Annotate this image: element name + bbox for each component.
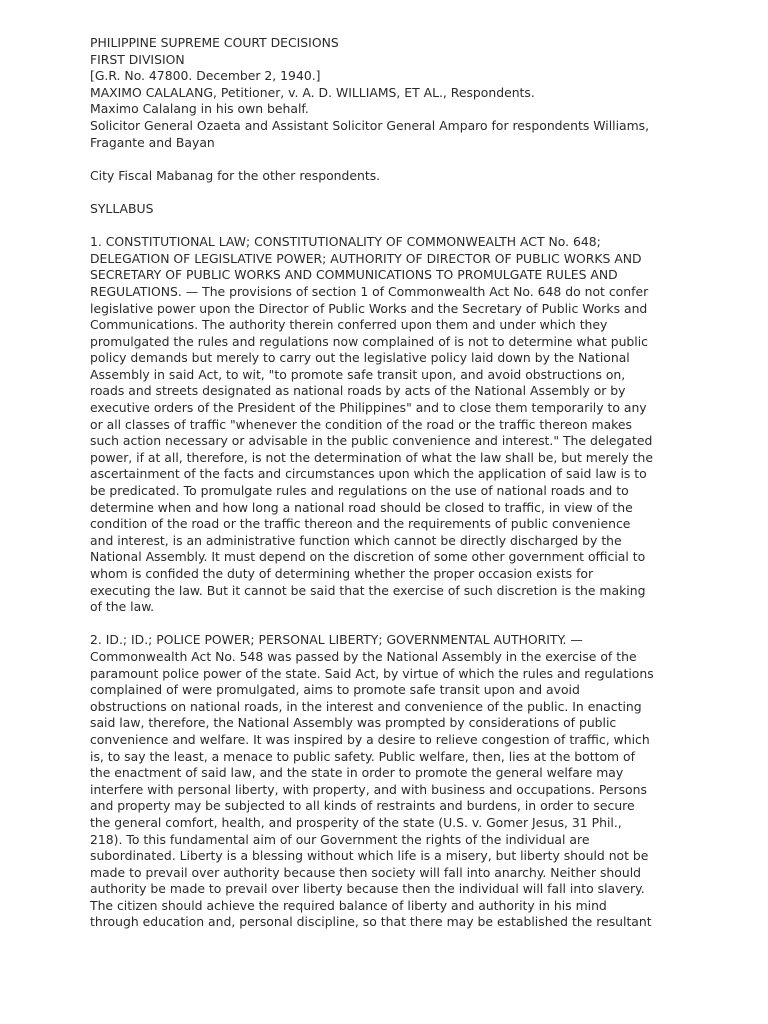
paragraph-line: roads and streets designated as national roads by acts of the National Assembly or by bbox=[90, 383, 626, 399]
case-header bbox=[90, 35, 722, 151]
paragraph-line: 1. CONSTITUTIONAL LAW; CONSTITUTIONALITY OF COMMONWEALTH ACT No. 648; bbox=[90, 234, 601, 250]
paragraph-line: National Assembly. It must depend on the discretion of some other government official to bbox=[90, 549, 646, 565]
paragraph-line: power, if at all, therefore, is not the determination of what the law shall be, but merely the bbox=[90, 449, 653, 465]
syllabus-paragraph-2 bbox=[90, 632, 722, 931]
paragraph-line: such action necessary or advisable in the public convenience and interest." The delegated bbox=[90, 433, 653, 449]
paragraph-line: through education and, personal discipline, so that there may be established the resultant bbox=[90, 914, 652, 930]
paragraph-line: 2. ID.; ID.; POLICE POWER; PERSONAL LIBERTY; GOVERNMENTAL AUTHORITY. — bbox=[90, 632, 583, 648]
case-parties: MAXIMO CALALANG, Petitioner, v. A. D. WILLIAMS, ET AL., Respondents. bbox=[90, 84, 535, 100]
syllabus-heading: SYLLABUS bbox=[90, 200, 154, 216]
syllabus-paragraph-1 bbox=[90, 234, 722, 616]
counsel-other-respondents: City Fiscal Mabanag for the other respondents. bbox=[90, 167, 381, 183]
paragraph-line: said law, therefore, the National Assembly was prompted by considerations of public bbox=[90, 715, 617, 731]
paragraph-line: the general comfort, health, and prosperity of the state (U.S. v. Gomer Jesus, 31 Phil., bbox=[90, 814, 622, 830]
paragraph-line: REGULATIONS. — The provisions of section 1 of Commonwealth Act No. 648 do not confer bbox=[90, 283, 649, 299]
paragraph-line: legislative power upon the Director of Public Works and the Secretary of Public Works and bbox=[90, 300, 648, 316]
paragraph-line: 218). To this fundamental aim of our Government the rights of the individual are bbox=[90, 831, 590, 847]
paragraph-line: the enactment of said law, and the state in order to promote the general welfare may bbox=[90, 765, 624, 781]
counsel-petitioner: Maximo Calalang in his own behalf. bbox=[90, 101, 309, 117]
paragraph-line: promulgated the rules and regulations now complained of is not to determine what public bbox=[90, 333, 648, 349]
spacer bbox=[90, 218, 722, 235]
paragraph-line: be predicated. To promulgate rules and regulations on the use of national roads and to bbox=[90, 483, 629, 499]
paragraph-line: authority be made to prevail over liberty because then the individual will fall into slavery. bbox=[90, 881, 645, 897]
paragraph-line: executing the law. But it cannot be said that the exercise of such discretion is the making bbox=[90, 582, 646, 598]
counsel-respondents-line-1: Solicitor General Ozaeta and Assistant Solicitor General Amparo for respondents Williams, bbox=[90, 117, 650, 133]
paragraph-line: ascertainment of the facts and circumstances upon which the application of said law is to bbox=[90, 466, 647, 482]
paragraph-line: obstructions on national roads, in the interest and convenience of the public. In enacting bbox=[90, 698, 642, 714]
reporter-title: PHILIPPINE SUPREME COURT DECISIONS bbox=[90, 35, 339, 50]
docket-number: [G.R. No. 47800. December 2, 1940.] bbox=[90, 68, 321, 84]
spacer bbox=[90, 151, 722, 168]
counsel-respondents-line-2: Fragante and Bayan bbox=[90, 134, 215, 150]
paragraph-line: condition of the road or the traffic thereon and the requirements of public convenience bbox=[90, 516, 631, 532]
paragraph-line: interfere with personal liberty, with property, and with business and occupations. Persons bbox=[90, 781, 647, 797]
paragraph-line: executive orders of the President of the Philippines" and to close them temporarily to any bbox=[90, 400, 647, 416]
paragraph-line: determine when and how long a national road should be closed to traffic, in view of the bbox=[90, 499, 633, 515]
spacer bbox=[90, 184, 722, 201]
paragraph-line: subordinated. Liberty is a blessing without which life is a misery, but liberty should not be bbox=[90, 848, 649, 864]
spacer bbox=[90, 616, 722, 633]
paragraph-line: complained of were promulgated, aims to promote safe transit upon and avoid bbox=[90, 682, 580, 698]
paragraph-line: convenience and welfare. It was inspired by a desire to relieve congestion of traffic, which bbox=[90, 731, 650, 747]
paragraph-line: Communications. The authority therein conferred upon them and under which they bbox=[90, 317, 608, 333]
paragraph-line: or all classes of traffic "whenever the condition of the road or the traffic thereon makes bbox=[90, 416, 632, 432]
paragraph-line: SECRETARY OF PUBLIC WORKS AND COMMUNICATIONS TO PROMULGATE RULES AND bbox=[90, 267, 618, 283]
paragraph-line: and interest, is an administrative function which cannot be directly discharged by the bbox=[90, 532, 622, 548]
paragraph-line: Commonwealth Act No. 548 was passed by the National Assembly in the exercise of the bbox=[90, 648, 637, 664]
division-label: FIRST DIVISION bbox=[90, 51, 185, 67]
paragraph-line: paramount police power of the state. Said Act, by virtue of which the rules and regulations bbox=[90, 665, 654, 681]
paragraph-line: of the law. bbox=[90, 599, 155, 615]
paragraph-line: whom is confided the duty of determining whether the proper occasion exists for bbox=[90, 566, 594, 581]
paragraph-line: The citizen should achieve the required balance of liberty and authority in his mind bbox=[90, 897, 607, 913]
paragraph-line: and property may be subjected to all kinds of restraints and burdens, in order to secure bbox=[90, 798, 635, 814]
paragraph-line: is, to say the least, a menace to public safety. Public welfare, then, lies at the bottom of bbox=[90, 748, 635, 764]
document-page bbox=[90, 35, 722, 931]
paragraph-line: DELEGATION OF LEGISLATIVE POWER; AUTHORITY OF DIRECTOR OF PUBLIC WORKS AND bbox=[90, 250, 642, 266]
paragraph-line: Assembly in said Act, to wit, "to promote safe transit upon, and avoid obstructions on, bbox=[90, 366, 626, 382]
paragraph-line: policy demands but merely to carry out the legislative policy laid down by the National bbox=[90, 350, 630, 366]
paragraph-line: made to prevail over authority because then society will fall into anarchy. Neither should bbox=[90, 864, 642, 880]
